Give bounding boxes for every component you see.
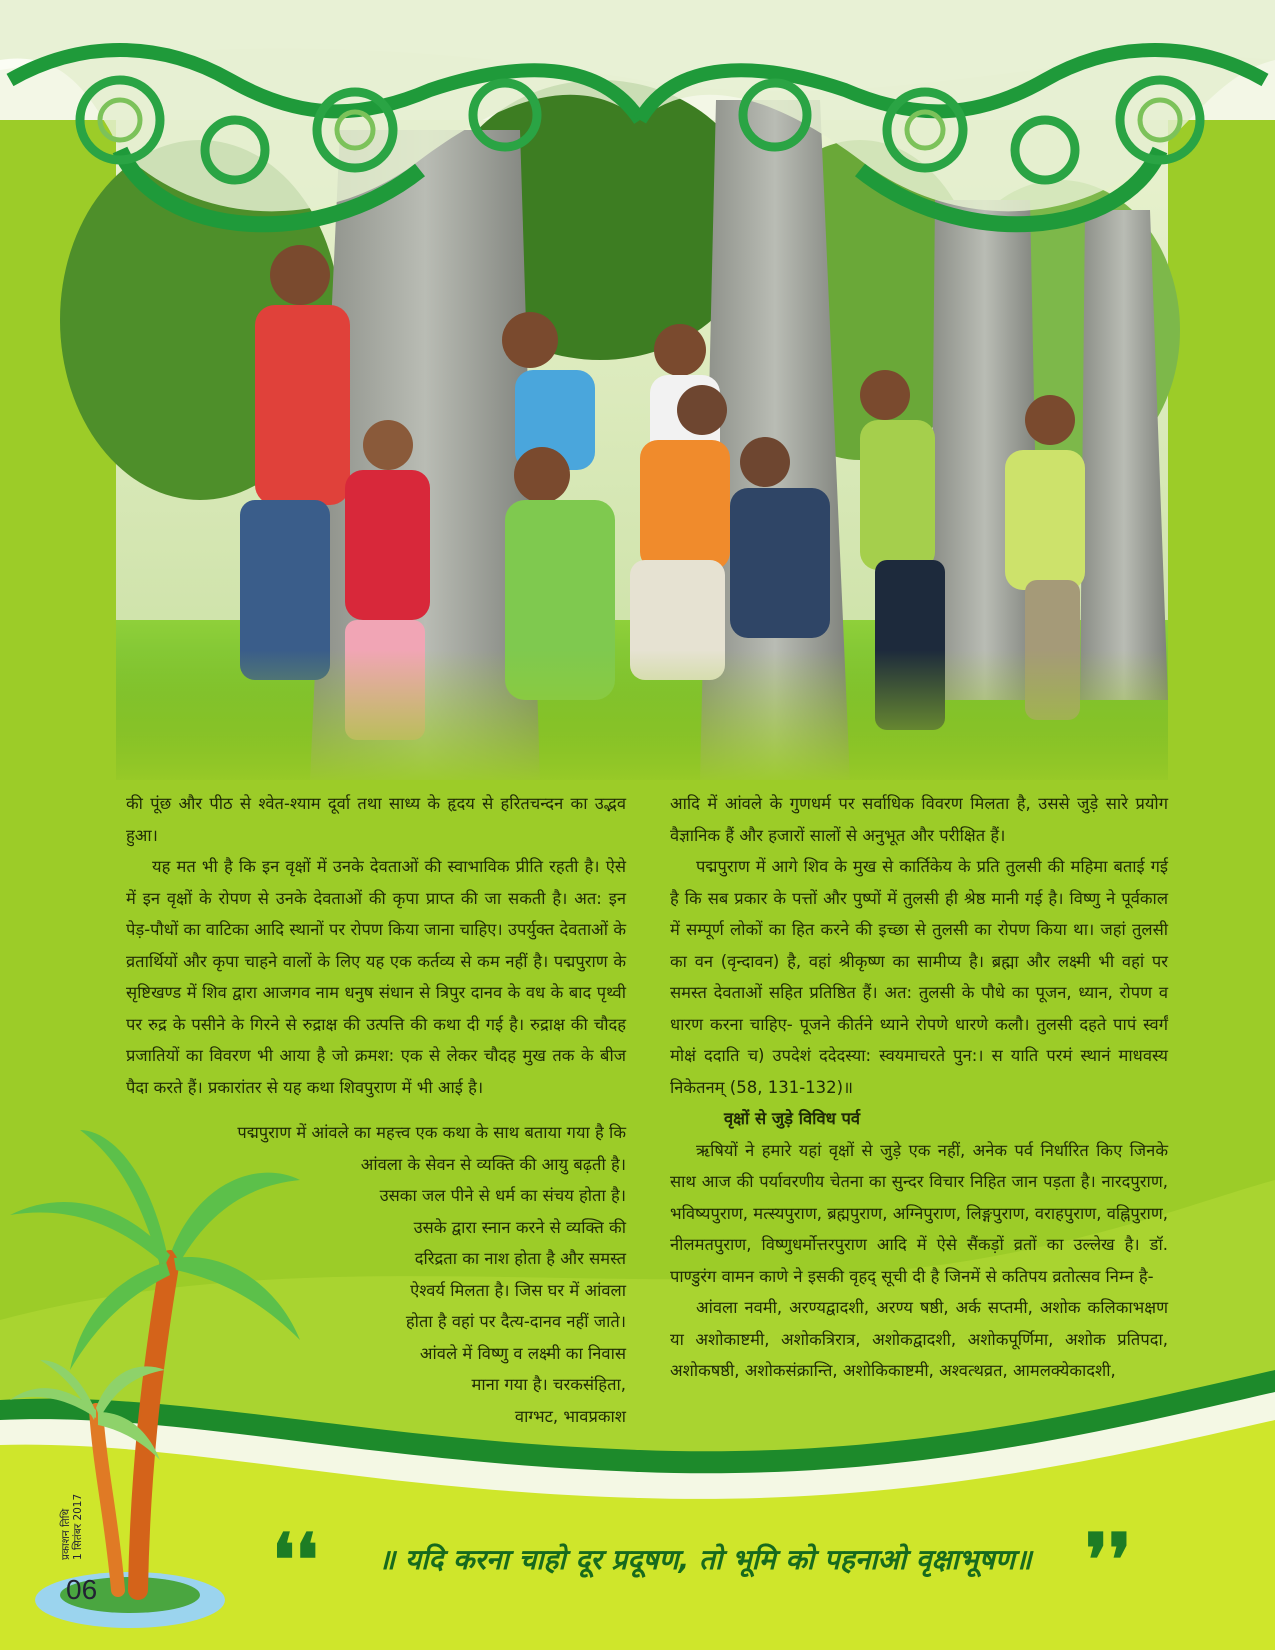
section-heading: वृक्षों से जुड़े विविध पर्व [724,1109,861,1128]
amla-line: होता है वहां पर दैत्य-दानव नहीं जाते। [405,1312,626,1331]
amla-line: उसके द्वारा स्नान करने से व्यक्ति की [413,1217,626,1237]
open-quote-icon: ❛❛ [272,1517,319,1602]
publication-label: प्रकाशन तिथि [60,1508,72,1560]
close-quote-icon: ❜❜ [1085,1517,1132,1602]
left-paragraph-2: यह मत भी है कि इन वृक्षों में उनके देवताओं की स्वाभाविक प्रीति रहती है। ऐसे में इन वृक्षों के रोपण से उनके देवताओं की कृपा प्राप्त की जा सकती है। अत: इन पेड़-पौधों का वाटिका आदि स्थानों पर रोपण किया जाना चाहिए। उपर्युक्त देवताओं के व्रतार्थियों और कृपा चाहने वालों के लिए यह एक कर्तव्य से कम नहीं है। पद्मपुराण के सृष्टिखण्ड में शिव द्वारा आजगव नाम धनुष संधान से त्रिपुर दानव के वध के बाद पृथ्वी पर रुद्र के पसीने के गिरने से रुद्राक्ष की उत्पत्ति की कथा दी गई है। रुद्राक्ष की चौदह प्रजातियों का विवरण भी आया है जो क्रमश: एक से लेकर चौदह मुख तक के बीज पैदा करते हैं। प्रकारांतर से यह कथा शिवपुराण में भी आई है। [126,857,626,1097]
page-number: 06 [66,1574,98,1605]
amla-line: उसका जल पीने से धर्म का संचय होता है। [379,1186,626,1205]
amla-line: ऐश्वर्य मिलता है। जिस घर में आंवला [410,1280,626,1300]
publication-date [60,1440,84,1560]
amla-line: आंवले में विष्णु व लक्ष्मी का निवास [419,1343,626,1363]
amla-line: माना गया है। चरकसंहिता, [471,1375,626,1394]
amla-line: आंवला के सेवन से व्यक्ति की आयु बढ़ती है। [360,1154,626,1174]
right-paragraph-2: पद्मपुराण में आगे शिव के मुख से कार्तिकेय के प्रति तुलसी की महिमा बताई गई है कि सब प्रकार के पत्तों और पुष्पों में तुलसी ही श्रेष्ठ मानी गई है। विष्णु ने पूर्वकाल में सम्पूर्ण लोकों का हित करने की इच्छा से तुलसी का रोपण किया था। जहां तुलसी का वन (वृन्दावन) है, वहां श्रीकृष्ण का सामीप्य है। ब्रह्मा और लक्ष्मी भी वहां पर समस्त देवताओं सहित प्रतिष्ठित हैं। अत: तुलसी के पौधे का पूजन, ध्यान, रोपण व धारण करना चाहिए- पूजने कीर्तने ध्याने रोपणे धारणे कलौ। तुलसी दहते पापं स्वर्गं मोक्षं ददाति च) उपदेशं ददेदस्या: स्वयमाचरते पुन:। स याति परमं स्थानं माधवस्य निकेतनम् (58, 131-132)॥ [670,857,1168,1097]
footer-slogan: ॥ यदि करना चाहो दूर प्रदूषण, तो भूमि को पहनाओ वृक्षाभूषण॥ [378,1543,1032,1576]
right-text-column [670,788,1168,1387]
right-paragraph-1: आदि में आंवले के गुणधर्म पर सर्वाधिक विवरण मिलता है, उससे जुड़े सारे प्रयोग वैज्ञानिक हैं और हजारों सालों से अनुभूत और परीक्षित हैं। [670,794,1168,845]
right-paragraph-3: ऋषियों ने हमारे यहां वृक्षों से जुड़े एक नहीं, अनेक पर्व निर्धारित किए जिनके साथ आज की पर्यावरणीय चेतना का सुन्दर विचार निहित जान पड़ता है। नारदपुराण, भविष्यपुराण, मत्स्यपुराण, ब्रह्मपुराण, अग्निपुराण, लिङ्गपुराण, वराहपुराण, वह्निपुराण, नीलमतपुराण, विष्णुधर्मोत्तरपुराण आदि में ऐसे सैंकड़ों व्रतों का उल्लेख है। डॉ. पाण्डुरंग वामन काणे ने इसकी वृहद् सूची दी है जिनमें से कतिपय व्रतोत्सव निम्न है- [670,1140,1168,1286]
publication-date-value: 1 सितंबर 2017 [72,1493,84,1560]
amla-line: दरिद्रता का नाश होता है और समस्त [414,1249,626,1268]
left-text-column [126,788,626,1103]
right-paragraph-4: आंवला नवमी, अरण्यद्वादशी, अरण्य षष्ठी, अर्क सप्तमी, अशोक कलिकाभक्षण या अशोकाष्टमी, अशोकत्रिरात्र, अशोकद्वादशी, अशोकपूर्णिमा, अशोक प्रतिपदा, अशोकषष्ठी, अशोकसंक्रान्ति, अशोकिकाष्टमी, अश्वत्थव्रत, आमलक्येकादशी, [670,1298,1168,1380]
amla-line: वाग्भट, भावप्रकाश [514,1406,626,1426]
left-paragraph-1: की पूंछ और पीठ से श्वेत-श्याम दूर्वा तथा साध्य के हृदय से हरितचन्दन का उद्भव हुआ। [126,794,626,845]
amla-line: पद्मपुराण में आंवले का महत्त्व एक कथा के साथ बताया गया है कि [237,1123,626,1142]
amla-paragraph [126,1117,626,1432]
